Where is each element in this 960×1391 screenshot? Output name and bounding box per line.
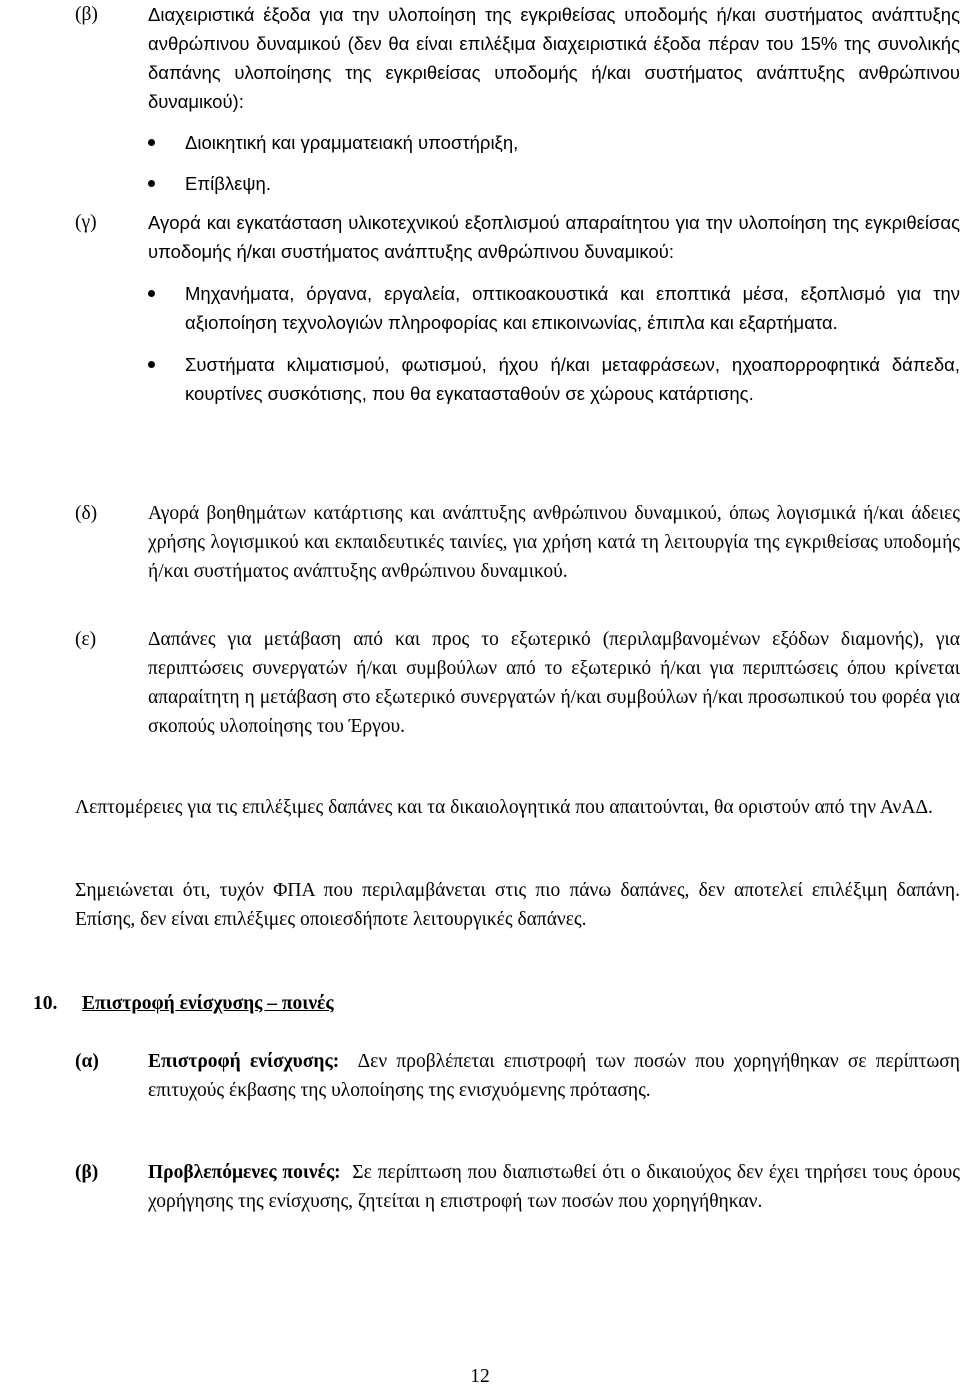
item-d <box>75 499 960 586</box>
item-text: Δαπάνες για μετάβαση από και προς το εξωτερικό (περιλαμβανομένων εξόδων διαμονής), για περιπτώσεις συνεργατών ή/και συμβούλων από το εξωτερικό ή/και για περιπτώσεις όπου κρίνεται απαραίτητη η μετάβαση στο εξωτερικό συνεργατών ή/και συμβούλων ή/και προσωπικού του φορέα για σκοπούς υλοποίησης του Έργου. <box>148 629 960 737</box>
page-number: 12 <box>470 1366 490 1387</box>
bullet-list <box>148 128 960 198</box>
vat-paragraph: Σημειώνεται ότι, τυχόν ΦΠΑ που περιλαμβάνεται στις πιο πάνω δαπάνες, δεν αποτελεί επιλέξιμη δαπάνη. Επίσης, δεν είναι επιλέξιμες οποιεσδήποτε λειτουργικές δαπάνες. <box>75 880 960 930</box>
item-marker: (ε) <box>75 629 97 650</box>
item-marker: (α) <box>75 1051 99 1072</box>
bullet-icon <box>148 290 155 297</box>
item-marker: (γ) <box>75 212 97 233</box>
bullet-list <box>148 279 960 408</box>
item-c <box>75 208 960 421</box>
list-item <box>148 128 960 157</box>
list-item-text: Συστήματα κλιματισμού, φωτισμού, ήχου ή/και μεταφράσεων, ηχοαπορροφητικά δάπεδα, κουρτίνες συσκότισης, που θα εγκατασταθούν σε χώρους κατάρτισης. <box>185 354 960 404</box>
section-number: 10. <box>33 993 58 1014</box>
item-marker: (β) <box>75 1162 99 1183</box>
bullet-icon <box>148 180 155 187</box>
item-marker: (β) <box>75 4 98 25</box>
list-item <box>148 279 960 337</box>
bullet-icon <box>148 361 155 368</box>
item-b <box>75 0 960 210</box>
list-item <box>148 169 960 198</box>
bullet-icon <box>148 139 155 146</box>
section-item-b <box>75 1158 960 1216</box>
list-item-text: Διοικητική και γραμματειακή υποστήριξη, <box>185 132 519 153</box>
item-e <box>75 625 960 741</box>
list-item-text: Επίβλεψη. <box>185 173 271 194</box>
item-marker: (δ) <box>75 503 98 524</box>
details-paragraph: Λεπτομέρειες για τις επιλέξιμες δαπάνες και τα δικαιολογητικά που απαιτούνται, θα οριστούν από την ΑνΑΔ. <box>75 797 933 818</box>
item-lead: Επιστροφή ενίσχυσης: <box>148 1051 340 1072</box>
item-body: Σε περίπτωση που διαπιστωθεί ότι ο δικαιούχος δεν έχει τηρήσει τους όρους χορήγησης της ενίσχυσης, ζητείται η επιστροφή των ποσών που χορηγήθηκαν. <box>148 1162 960 1212</box>
list-item <box>148 350 960 408</box>
item-body: Δεν προβλέπεται επιστροφή των ποσών που χορηγήθηκαν σε περίπτωση επιτυχούς έκβασης της υλοποίησης της ενισχυόμενης πρότασης. <box>148 1051 960 1101</box>
item-text: Αγορά και εγκατάσταση υλικοτεχνικού εξοπλισμού απαραίτητου για την υλοποίηση της εγκριθείσας υποδομής ή/και συστήματος ανάπτυξης ανθρώπινου δυναμικού: <box>148 212 960 262</box>
item-text <box>148 1158 960 1216</box>
item-text <box>148 1047 960 1105</box>
section-item-a <box>75 1047 960 1105</box>
item-text: Αγορά βοηθημάτων κατάρτισης και ανάπτυξης ανθρώπινου δυναμικού, όπως λογισμικά ή/και άδειες χρήσης λογισμικού και εκπαιδευτικές ταινίες, για χρήση κατά τη λειτουργία της εγκριθείσας υποδομής ή/και συστήματος ανάπτυξης ανθρώπινου δυναμικού. <box>148 503 960 582</box>
item-lead: Προβλεπόμενες ποινές: <box>148 1162 341 1183</box>
item-text: Διαχειριστικά έξοδα για την υλοποίηση της εγκριθείσας υποδομής ή/και συστήματος ανάπτυξης ανθρώπινου δυναμικού (δεν θα είναι επιλέξιμα διαχειριστικά έξοδα πέραν του 15% της συνολικής δαπάνης υλοποίησης της εγκριθείσας υποδομής ή/και συστήματος ανάπτυξης ανθρώπινου δυναμικού): <box>148 4 960 112</box>
section-title: Επιστροφή ενίσχυσης – ποινές <box>82 993 334 1014</box>
list-item-text: Μηχανήματα, όργανα, εργαλεία, οπτικοακουστικά και εποπτικά μέσα, εξοπλισμό για την αξιοποίηση τεχνολογιών πληροφορίας και επικοινωνίας, έπιπλα και εξαρτήματα. <box>185 283 960 333</box>
